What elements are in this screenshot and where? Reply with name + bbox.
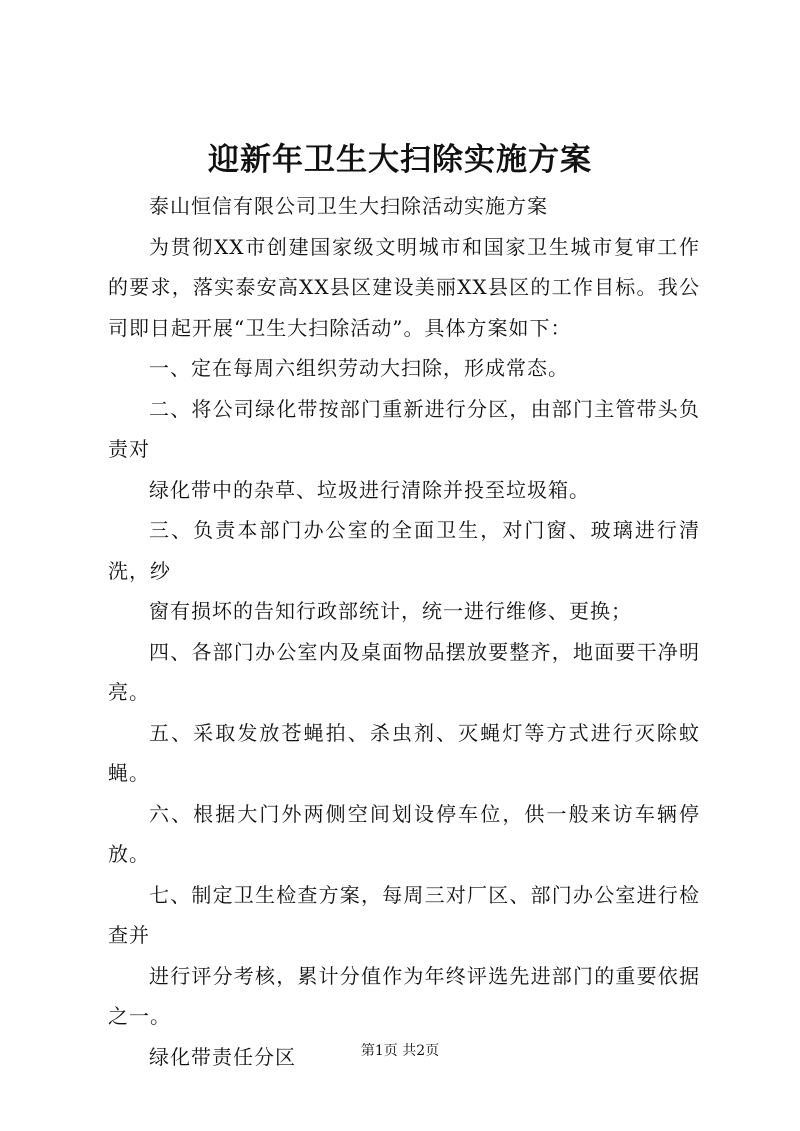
page-number-footer: 第1页 共2页 [360,1043,440,1059]
paragraph-intro: 为贯彻XX市创建国家级文明城市和国家卫生城市复审工作的要求，落实泰安高XX县区建设美丽XX县区的工作目标。我公司即日起开展“卫生大扫除活动”。具体方案如下： [108,234,700,340]
paragraph-item-7-continued: 进行评分考核，累计分值作为年终评选先进部门的重要依据之一。 [108,963,700,1028]
paragraph-item-3-continued: 窗有损坏的告知行政部统计，统一进行维修、更换； [149,599,632,623]
paragraph-item-4: 四、各部门办公室内及桌面物品摆放要整齐，地面要干净明亮。 [108,639,700,704]
document-title: 迎新年卫生大扫除实施方案 [208,142,592,178]
paragraph-item-2: 二、将公司绿化带按部门重新进行分区，由部门主管带头负责对 [108,396,700,461]
paragraph-item-5: 五、采取发放苍蝇拍、杀虫剂、灭蝇灯等方式进行灭除蚊蝇。 [108,720,700,785]
paragraph-item-3: 三、负责本部门办公室的全面卫生，对门窗、玻璃进行清洗，纱 [108,518,700,583]
paragraph-item-2-continued: 绿化带中的杂草、垃圾进行清除并投至垃圾箱。 [149,477,590,502]
paragraph-item-1: 一、定在每周六组织劳动大扫除，形成常态。 [149,356,569,380]
paragraph-company-plan: 泰山恒信有限公司卫生大扫除活动实施方案 [149,194,548,218]
paragraph-item-6: 六、根据大门外两侧空间划设停车位，供一般来访车辆停放。 [108,801,700,866]
paragraph-item-7: 七、制定卫生检查方案，每周三对厂区、部门办公室进行检查并 [108,882,700,947]
document-body [108,186,700,1077]
paragraph-green-zone-heading: 绿化带责任分区 [149,1044,296,1069]
